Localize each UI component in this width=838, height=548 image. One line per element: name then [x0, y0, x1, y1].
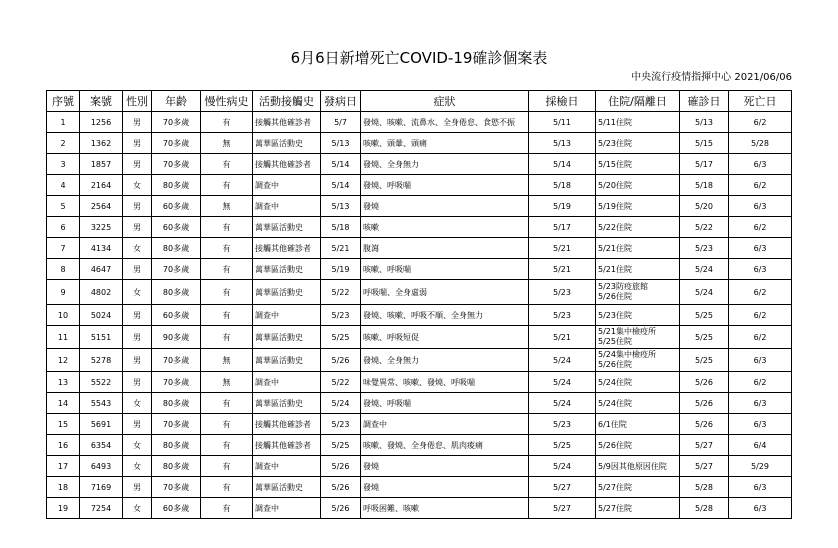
cell-admit [596, 456, 680, 477]
col-header-death: 死亡日 [729, 91, 792, 112]
cell-onset: 5/18 [321, 217, 361, 238]
cell-test: 5/23 [529, 280, 596, 305]
cell-contact: 萬華區活動史 [253, 217, 321, 238]
cell-case: 5024 [80, 305, 123, 326]
admit-line: 5/21住院 [598, 264, 632, 274]
cell-confirm: 5/26 [680, 372, 729, 393]
table-row [47, 305, 792, 326]
cell-symptoms: 咳嗽、頭暈、頭痛 [361, 133, 529, 154]
cell-sex: 女 [123, 175, 152, 196]
cell-age: 80多歲 [152, 393, 201, 414]
col-header-case: 案號 [80, 91, 123, 112]
cell-symptoms: 發燒、全身無力 [361, 349, 529, 372]
table-header-row [47, 91, 792, 112]
cell-sex: 女 [123, 498, 152, 519]
table-row [47, 280, 792, 305]
cell-death: 6/2 [729, 326, 792, 349]
admit-line: 5/23住院 [598, 310, 632, 320]
cell-test: 5/24 [529, 372, 596, 393]
cell-case: 4802 [80, 280, 123, 305]
cell-onset: 5/22 [321, 280, 361, 305]
cell-sex: 男 [123, 305, 152, 326]
col-header-test: 採檢日 [529, 91, 596, 112]
cell-admit [596, 414, 680, 435]
table-row [47, 349, 792, 372]
cell-seq: 10 [47, 305, 80, 326]
cell-case: 5278 [80, 349, 123, 372]
cell-confirm: 5/25 [680, 326, 729, 349]
cell-case: 1857 [80, 154, 123, 175]
cell-confirm: 5/23 [680, 238, 729, 259]
cell-age: 70多歲 [152, 349, 201, 372]
cell-sex: 女 [123, 238, 152, 259]
cell-chronic: 有 [201, 175, 253, 196]
cell-contact: 接觸其他確診者 [253, 435, 321, 456]
cell-sex: 男 [123, 196, 152, 217]
cell-death: 6/3 [729, 196, 792, 217]
cell-onset: 5/25 [321, 326, 361, 349]
cell-seq: 1 [47, 112, 80, 133]
cell-admit [596, 326, 680, 349]
table-row [47, 175, 792, 196]
table-row [47, 393, 792, 414]
col-header-chronic: 慢性病史 [201, 91, 253, 112]
col-header-onset: 發病日 [321, 91, 361, 112]
admit-line: 5/24住院 [598, 398, 632, 408]
table-row [47, 372, 792, 393]
cell-test: 5/11 [529, 112, 596, 133]
cell-seq: 7 [47, 238, 80, 259]
cell-sex: 男 [123, 477, 152, 498]
cell-admit [596, 280, 680, 305]
cell-sex: 男 [123, 259, 152, 280]
cell-admit [596, 238, 680, 259]
table-row [47, 217, 792, 238]
cell-confirm: 5/18 [680, 175, 729, 196]
cell-age: 60多歲 [152, 305, 201, 326]
table-row [47, 498, 792, 519]
cell-sex: 男 [123, 414, 152, 435]
cell-case: 2164 [80, 175, 123, 196]
col-header-admit: 住院/隔離日 [596, 91, 680, 112]
cell-test: 5/19 [529, 196, 596, 217]
cell-case: 3225 [80, 217, 123, 238]
cell-age: 70多歲 [152, 154, 201, 175]
cell-sex: 男 [123, 154, 152, 175]
table-row [47, 154, 792, 175]
cell-onset: 5/26 [321, 498, 361, 519]
cell-symptoms: 發燒 [361, 196, 529, 217]
cell-seq: 5 [47, 196, 80, 217]
cell-symptoms: 發燒、咳嗽、呼吸不順、全身無力 [361, 305, 529, 326]
page-title: 6月6日新增死亡COVID-19確診個案表 [290, 49, 548, 67]
cell-symptoms: 發燒 [361, 477, 529, 498]
cell-contact: 萬華區活動史 [253, 349, 321, 372]
table-row [47, 133, 792, 154]
cell-onset: 5/26 [321, 477, 361, 498]
cell-chronic: 有 [201, 217, 253, 238]
cell-onset: 5/19 [321, 259, 361, 280]
cell-contact: 調查中 [253, 196, 321, 217]
cell-death: 6/2 [729, 305, 792, 326]
cell-chronic: 有 [201, 238, 253, 259]
admit-line: 5/11住院 [598, 117, 632, 127]
admit-line: 5/23住院 [598, 138, 632, 148]
cell-confirm: 5/24 [680, 259, 729, 280]
cell-sex: 男 [123, 217, 152, 238]
cell-seq: 19 [47, 498, 80, 519]
cell-death: 6/4 [729, 435, 792, 456]
cell-confirm: 5/25 [680, 349, 729, 372]
cell-chronic: 有 [201, 498, 253, 519]
cell-sex: 男 [123, 349, 152, 372]
cell-age: 80多歲 [152, 238, 201, 259]
cell-admit [596, 435, 680, 456]
cell-death: 6/3 [729, 259, 792, 280]
cell-case: 5522 [80, 372, 123, 393]
cell-confirm: 5/17 [680, 154, 729, 175]
cell-contact: 調查中 [253, 372, 321, 393]
cell-onset: 5/24 [321, 393, 361, 414]
cell-symptoms: 發燒 [361, 456, 529, 477]
cell-contact: 萬華區活動史 [253, 259, 321, 280]
cell-chronic: 有 [201, 414, 253, 435]
cell-onset: 5/25 [321, 435, 361, 456]
admit-line: 5/21住院 [598, 243, 632, 253]
cell-test: 5/17 [529, 217, 596, 238]
cell-case: 7169 [80, 477, 123, 498]
cell-test: 5/24 [529, 349, 596, 372]
cell-chronic: 有 [201, 154, 253, 175]
cell-symptoms: 咳嗽 [361, 217, 529, 238]
cell-seq: 15 [47, 414, 80, 435]
cell-admit [596, 393, 680, 414]
cell-death: 6/2 [729, 112, 792, 133]
admit-line: 5/19住院 [598, 201, 632, 211]
cell-test: 5/14 [529, 154, 596, 175]
cell-chronic: 有 [201, 259, 253, 280]
cell-admit [596, 498, 680, 519]
admit-line: 5/27住院 [598, 482, 632, 492]
cell-death: 6/3 [729, 498, 792, 519]
cell-case: 1256 [80, 112, 123, 133]
cell-confirm: 5/26 [680, 393, 729, 414]
cell-chronic: 有 [201, 280, 253, 305]
issuer-date: 中央流行疫情指揮中心 2021/06/06 [631, 72, 792, 83]
admit-line: 5/22住院 [598, 222, 632, 232]
admit-line: 6/1住院 [598, 419, 627, 429]
cell-case: 5151 [80, 326, 123, 349]
cell-sex: 男 [123, 326, 152, 349]
table-row [47, 414, 792, 435]
cell-age: 80多歲 [152, 175, 201, 196]
cell-confirm: 5/26 [680, 414, 729, 435]
cell-symptoms: 發燒、全身無力 [361, 154, 529, 175]
cell-sex: 男 [123, 133, 152, 154]
cell-chronic: 無 [201, 372, 253, 393]
cell-admit [596, 305, 680, 326]
cell-death: 6/3 [729, 238, 792, 259]
admit-line: 5/15住院 [598, 159, 632, 169]
cell-age: 70多歲 [152, 133, 201, 154]
cell-onset: 5/26 [321, 349, 361, 372]
col-header-symptoms: 症狀 [361, 91, 529, 112]
cell-contact: 接觸其他確診者 [253, 112, 321, 133]
cell-case: 6493 [80, 456, 123, 477]
cell-chronic: 有 [201, 393, 253, 414]
cell-chronic: 有 [201, 305, 253, 326]
admit-line: 5/21集中檢疫所 [598, 327, 656, 336]
table-row [47, 326, 792, 349]
cell-death: 6/2 [729, 175, 792, 196]
admit-line: 5/20住院 [598, 180, 632, 190]
cell-admit [596, 477, 680, 498]
cell-case: 4647 [80, 259, 123, 280]
cell-chronic: 有 [201, 477, 253, 498]
cell-confirm: 5/15 [680, 133, 729, 154]
cell-case: 5691 [80, 414, 123, 435]
col-header-contact: 活動接觸史 [253, 91, 321, 112]
cell-seq: 4 [47, 175, 80, 196]
cell-case: 5543 [80, 393, 123, 414]
admit-line: 5/24集中檢疫所 [598, 350, 656, 359]
cell-death: 5/28 [729, 133, 792, 154]
cell-seq: 16 [47, 435, 80, 456]
admit-line: 5/26住院 [598, 440, 632, 450]
cell-seq: 2 [47, 133, 80, 154]
admit-line: 5/9因其他原因住院 [598, 461, 667, 471]
cell-confirm: 5/13 [680, 112, 729, 133]
cell-onset: 5/14 [321, 154, 361, 175]
cell-chronic: 無 [201, 349, 253, 372]
cell-death: 6/3 [729, 477, 792, 498]
cell-seq: 9 [47, 280, 80, 305]
cell-seq: 13 [47, 372, 80, 393]
cell-symptoms: 腹瀉 [361, 238, 529, 259]
cell-death: 6/2 [729, 217, 792, 238]
cell-sex: 女 [123, 456, 152, 477]
cell-death: 5/29 [729, 456, 792, 477]
cell-case: 1362 [80, 133, 123, 154]
cell-onset: 5/21 [321, 238, 361, 259]
admit-line: 5/26住院 [598, 360, 632, 369]
cell-sex: 男 [123, 372, 152, 393]
table-row [47, 259, 792, 280]
cell-onset: 5/14 [321, 175, 361, 196]
cell-test: 5/21 [529, 326, 596, 349]
cell-sex: 女 [123, 280, 152, 305]
cell-chronic: 無 [201, 196, 253, 217]
cell-age: 80多歲 [152, 435, 201, 456]
cell-test: 5/23 [529, 305, 596, 326]
cell-test: 5/27 [529, 498, 596, 519]
cell-symptoms: 呼吸喘、全身虛弱 [361, 280, 529, 305]
cell-symptoms: 發燒、呼吸喘 [361, 175, 529, 196]
cell-contact: 萬華區活動史 [253, 477, 321, 498]
cell-contact: 調查中 [253, 456, 321, 477]
col-header-confirm: 確診日 [680, 91, 729, 112]
cell-symptoms: 咳嗽、呼吸短促 [361, 326, 529, 349]
cell-sex: 女 [123, 435, 152, 456]
cell-sex: 男 [123, 112, 152, 133]
cell-chronic: 無 [201, 133, 253, 154]
cell-test: 5/21 [529, 259, 596, 280]
cell-chronic: 有 [201, 326, 253, 349]
cell-admit [596, 154, 680, 175]
cell-age: 60多歲 [152, 196, 201, 217]
cell-symptoms: 呼吸困難、咳嗽 [361, 498, 529, 519]
cell-test: 5/23 [529, 414, 596, 435]
cell-onset: 5/7 [321, 112, 361, 133]
admit-line: 5/25住院 [598, 337, 632, 346]
cell-contact: 萬華區活動史 [253, 393, 321, 414]
cell-admit [596, 349, 680, 372]
cell-symptoms: 調查中 [361, 414, 529, 435]
cell-test: 5/18 [529, 175, 596, 196]
cell-confirm: 5/20 [680, 196, 729, 217]
cell-admit [596, 217, 680, 238]
cell-confirm: 5/25 [680, 305, 729, 326]
cell-case: 7254 [80, 498, 123, 519]
cell-case: 6354 [80, 435, 123, 456]
cell-contact: 調查中 [253, 175, 321, 196]
cell-test: 5/25 [529, 435, 596, 456]
table-row [47, 456, 792, 477]
cell-onset: 5/13 [321, 133, 361, 154]
col-header-seq: 序號 [47, 91, 80, 112]
admit-line: 5/23防疫旅館 [598, 282, 648, 291]
cell-age: 60多歲 [152, 217, 201, 238]
cell-seq: 18 [47, 477, 80, 498]
cell-admit [596, 133, 680, 154]
cell-symptoms: 發燒、咳嗽、流鼻水、全身倦怠、食慾不振 [361, 112, 529, 133]
cell-symptoms: 味覺異常、咳嗽、發燒、呼吸喘 [361, 372, 529, 393]
cell-contact: 萬華區活動史 [253, 133, 321, 154]
cell-symptoms: 咳嗽、發燒、全身倦怠、肌肉痠痛 [361, 435, 529, 456]
table-row [47, 112, 792, 133]
table-row [47, 435, 792, 456]
admit-line: 5/24住院 [598, 377, 632, 387]
col-header-sex: 性別 [123, 91, 152, 112]
cell-chronic: 有 [201, 456, 253, 477]
cell-onset: 5/22 [321, 372, 361, 393]
cell-onset: 5/23 [321, 414, 361, 435]
cell-age: 70多歲 [152, 259, 201, 280]
cell-admit [596, 175, 680, 196]
cell-case: 4134 [80, 238, 123, 259]
cell-contact: 調查中 [253, 305, 321, 326]
cell-test: 5/24 [529, 456, 596, 477]
cell-age: 70多歲 [152, 112, 201, 133]
table-body [47, 112, 792, 519]
cell-seq: 3 [47, 154, 80, 175]
cell-sex: 女 [123, 393, 152, 414]
table-row [47, 196, 792, 217]
table-row [47, 238, 792, 259]
cell-contact: 萬華區活動史 [253, 280, 321, 305]
cell-seq: 14 [47, 393, 80, 414]
cell-confirm: 5/27 [680, 456, 729, 477]
cell-age: 60多歲 [152, 498, 201, 519]
cell-test: 5/21 [529, 238, 596, 259]
cell-symptoms: 發燒、呼吸喘 [361, 393, 529, 414]
cell-admit [596, 259, 680, 280]
cell-age: 70多歲 [152, 477, 201, 498]
cell-contact: 調查中 [253, 498, 321, 519]
cell-contact: 接觸其他確診者 [253, 238, 321, 259]
cell-onset: 5/13 [321, 196, 361, 217]
cell-contact: 接觸其他確診者 [253, 154, 321, 175]
cell-contact: 接觸其他確診者 [253, 414, 321, 435]
cases-table [46, 90, 792, 519]
cell-confirm: 5/24 [680, 280, 729, 305]
admit-line: 5/26住院 [598, 292, 632, 301]
cell-admit [596, 372, 680, 393]
cell-case: 2564 [80, 196, 123, 217]
cell-age: 90多歲 [152, 326, 201, 349]
cell-onset: 5/26 [321, 456, 361, 477]
cell-chronic: 有 [201, 112, 253, 133]
cell-death: 6/3 [729, 349, 792, 372]
col-header-age: 年齡 [152, 91, 201, 112]
cell-symptoms: 咳嗽、呼吸喘 [361, 259, 529, 280]
cell-confirm: 5/28 [680, 477, 729, 498]
cell-death: 6/2 [729, 372, 792, 393]
cell-onset: 5/23 [321, 305, 361, 326]
cell-age: 80多歲 [152, 456, 201, 477]
cell-test: 5/24 [529, 393, 596, 414]
admit-line: 5/27住院 [598, 503, 632, 513]
cell-death: 6/3 [729, 414, 792, 435]
cell-chronic: 有 [201, 435, 253, 456]
cell-contact: 萬華區活動史 [253, 326, 321, 349]
cell-admit [596, 196, 680, 217]
cell-age: 70多歲 [152, 372, 201, 393]
cell-test: 5/27 [529, 477, 596, 498]
cell-confirm: 5/28 [680, 498, 729, 519]
cell-death: 6/2 [729, 280, 792, 305]
cell-age: 70多歲 [152, 414, 201, 435]
cell-test: 5/13 [529, 133, 596, 154]
cell-confirm: 5/22 [680, 217, 729, 238]
cell-seq: 11 [47, 326, 80, 349]
cell-seq: 12 [47, 349, 80, 372]
cell-seq: 6 [47, 217, 80, 238]
cell-admit [596, 112, 680, 133]
cell-seq: 8 [47, 259, 80, 280]
cell-seq: 17 [47, 456, 80, 477]
table-row [47, 477, 792, 498]
cell-death: 6/3 [729, 393, 792, 414]
cell-age: 80多歲 [152, 280, 201, 305]
cell-death: 6/3 [729, 154, 792, 175]
cell-confirm: 5/27 [680, 435, 729, 456]
